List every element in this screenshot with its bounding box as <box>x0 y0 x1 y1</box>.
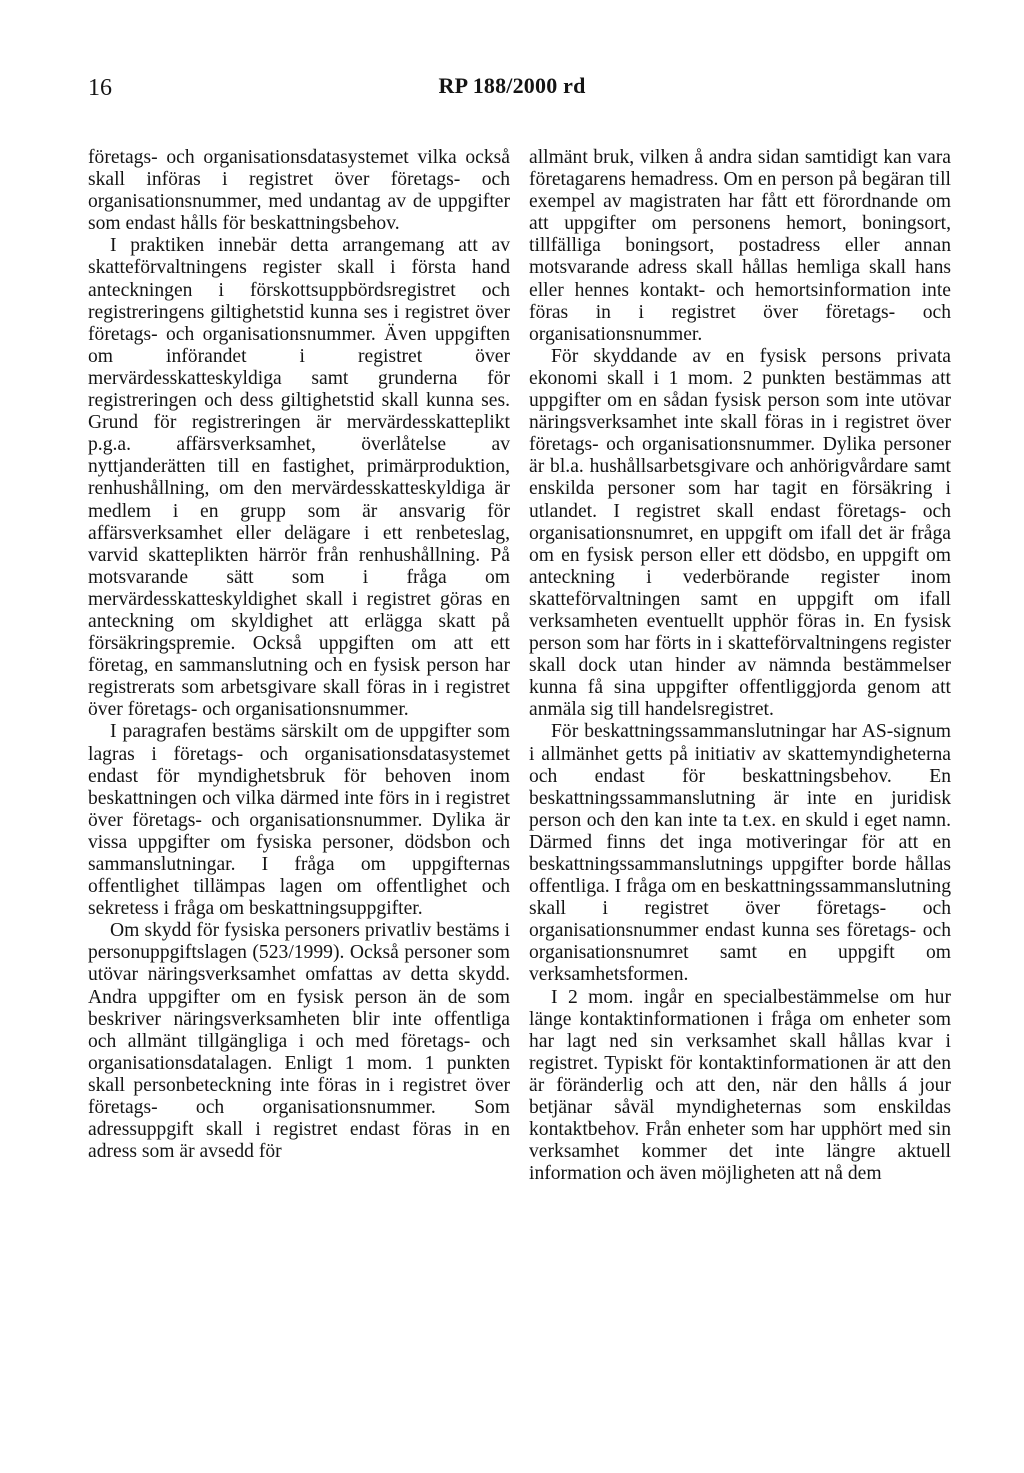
paragraph: För skyddande av en fysisk persons privata ekonomi skall i 1 mom. 2 punkten bestämmas att uppgifter om en sådan fysisk person som inte utövar näringsverksamhet inte skall föras in i registret över företags- och organisationsnummer. Dylika personer är bl.a. hushållsarbetsgivare och anhörigvårdare samt enskilda personer som har tagit en försäkring i utlandet. I registret skall endast företags- och organisationsnumret, en uppgift om ifall det är fråga om en fysisk person eller ett dödsbo, en uppgift om anteckning i vederbörande register inom skatteförvaltningen samt en uppgift om ifall verksamheten eventuellt upphör föras in. En fysisk person som har förts in i skatteförvaltningens register skall dock utan hinder av nämnda bestämmelser kunna få sina uppgifter offentliggjorda genom att anmäla sig till handelsregistret. <box>529 345 951 721</box>
running-header-title: RP 188/2000 rd <box>438 73 586 98</box>
right-text-column <box>529 147 951 1185</box>
paragraph: allmänt bruk, vilken å andra sidan samtidigt kan vara företagarens hemadress. Om en person på begäran till exempel av magistraten har fått ett förordnande om att uppgifter om personens hemort, boningsort, tillfälliga boningsort, postadress eller annan motsvarande adress skall hållas hemliga skall hans eller hennes kontakt- och hemortsinformation inte föras in i registret över företags- och organisationsnummer. <box>529 147 951 345</box>
paragraph: För beskattningssammanslutningar har AS-signum i allmänhet getts på initiativ av skattemyndigheterna och endast för beskattningsbehov. En beskattningssammanslutning är inte en juridisk person och den kan inte ta t.ex. en skuld i eget namn. Därmed finns det inga motiveringar för att en beskattningssammanslutnings uppgifter borde hållas offentliga. I fråga om en beskattningssammanslutning skall i registret över företags- och organisationsnummer endast kunna ses företags- och organisationsnumret samt en uppgift om verksamhetsformen. <box>529 721 951 986</box>
paragraph: Om skydd för fysiska personers privatliv bestäms i personuppgiftslagen (523/1999). Också personer som utövar näringsverksamhet omfattas av detta skydd. Andra uppgifter om en fysisk person än de som beskriver näringsverksamheten blir inte offentliga och allmänt tillgängliga i och med företags- och organisationsdatalagen. Enligt 1 mom. 1 punkten skall personbeteckning inte föras in i registret över företags- och organisationsnummer. Som adressuppgift skall i registret endast föras in en adress som är avsedd för <box>88 920 510 1163</box>
paragraph: I paragrafen bestäms särskilt om de uppgifter som lagras i företags- och organisationsdatasystemet endast för myndighetsbruk för behoven inom beskattningen och vilka därmed inte förs in i registret över företags- och organisationsnummer. Dylika är vissa uppgifter om fysiska personer, dödsbon och sammanslutningar. I fråga om uppgifternas offentlighet tillämpas lagen om offentlighet och sekretess i fråga om beskattningsuppgifter. <box>88 721 510 920</box>
paragraph: I praktiken innebär detta arrangemang att av skatteförvaltningens register skall i första hand anteckningen i förskottsuppbördsregistret och registreringens giltighetstid kunna ses i registret över företags- och organisationsnummer. Även uppgiften om införandet i registret över mervärdesskatteskyldiga samt grunderna för registreringen och dess giltighetstid skall kunna ses. Grund för registreringen är mervärdesskatteplikt p.g.a. affärsverksamhet, överlåtelse av nyttjanderätten till en fastighet, primärproduktion, renhushållning, om den mervärdesskatteskyldiga är medlem i en grupp som är ansvarig för affärsverksamhet eller delägare i ett renbeteslag, varvid skatteplikten härrör från renhushållning. På motsvarande sätt som i fråga om mervärdesskatteskyldighet skall i registret göras en anteckning om skyldighet att erlägga skatt på försäkringspremie. Också uppgiften om att ett företag, en sammanslutning och en fysisk person har registrerats som arbetsgivare skall föras in i registret över företags- och organisationsnummer. <box>88 235 510 721</box>
paragraph: I 2 mom. ingår en specialbestämmelse om hur länge kontaktinformationen i fråga om enheter som har lagt ned sin verksamhet skall hållas kvar i registret. Typiskt för kontaktinformationen är att den är föränderlig och att den, när den hålls á jour betjänar såväl myndigheternas som enskildas kontaktbehov. Från enheter som har upphört med sin verksamhet kommer det inte längre aktuell information och även möjligheten att nå dem <box>529 986 951 1185</box>
paragraph: företags- och organisationsdatasystemet vilka också skall införas i registret över företags- och organisationsnummer, med undantag av de uppgifter som endast hålls för beskattningsbehov. <box>88 147 510 235</box>
left-text-column <box>88 147 510 1163</box>
page-number: 16 <box>88 75 112 101</box>
